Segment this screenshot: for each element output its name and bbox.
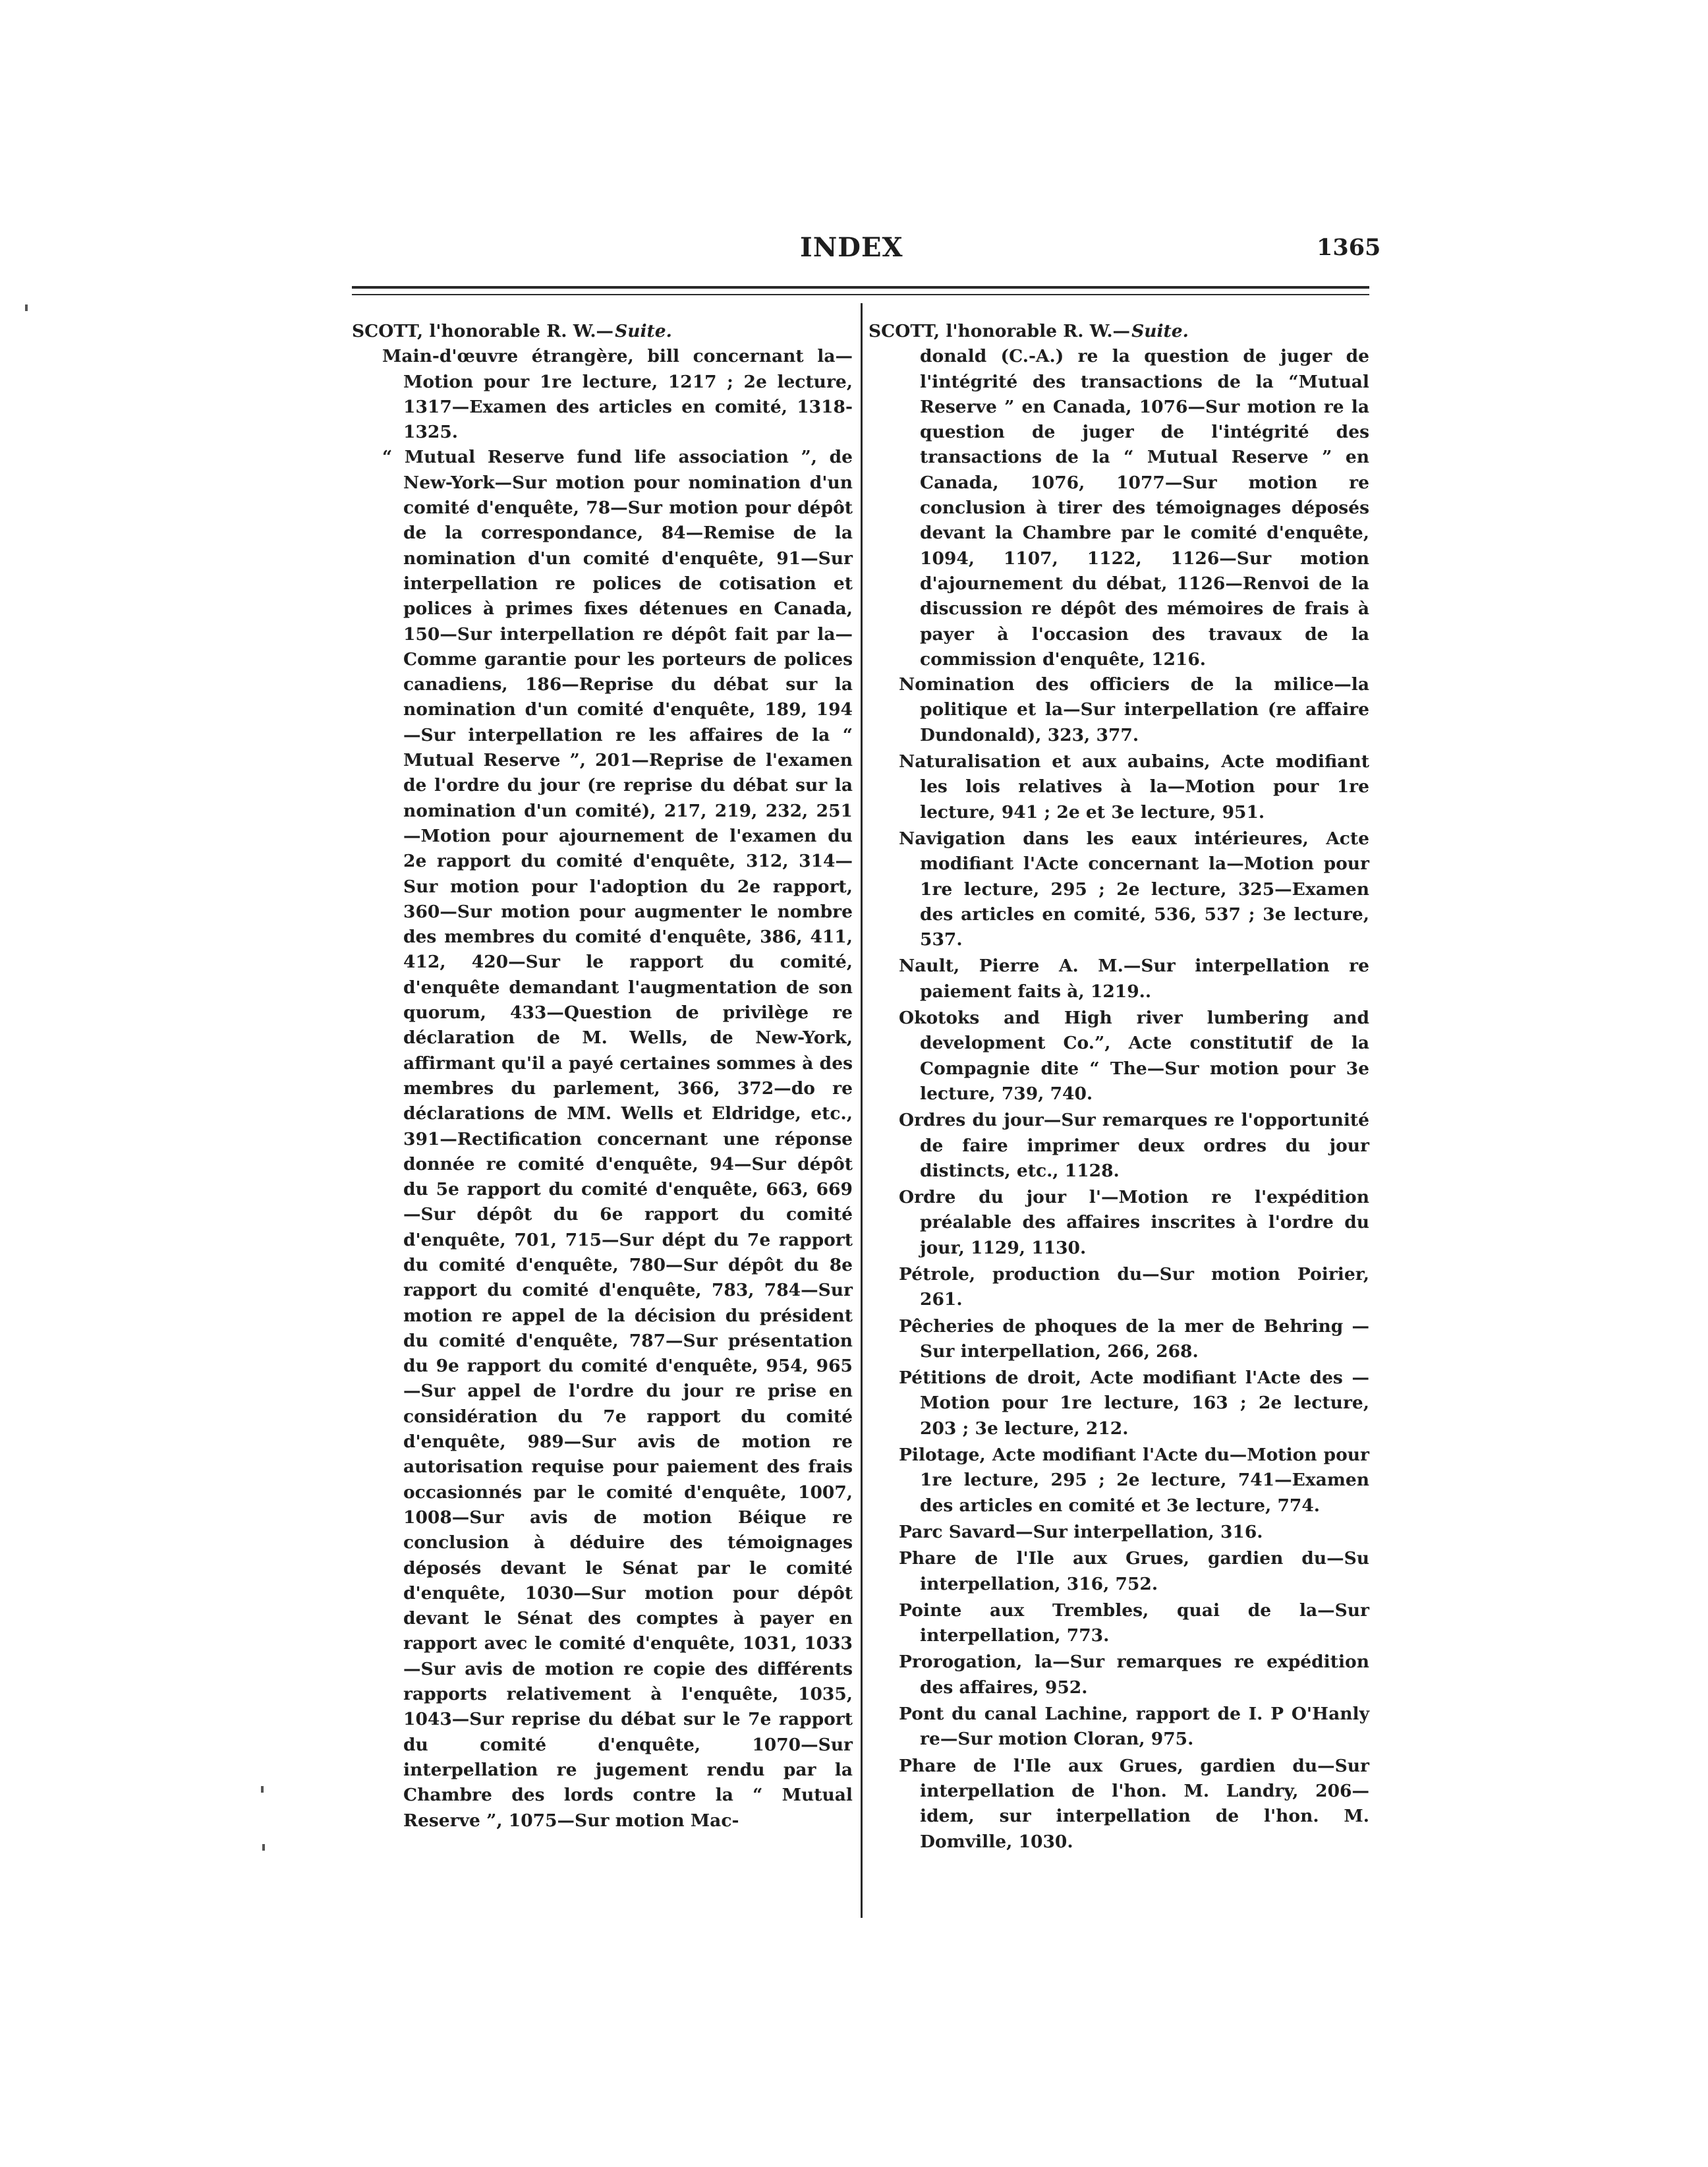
index-entry: Pointe aux Trembles, quai de la—Sur interpellation, 773. <box>899 1600 1369 1646</box>
index-entry: Okotoks and High river lumbering and development Co.”, Acte constitutif de la Compagnie dite “ The—Sur motion pour 3e lecture, 739, 740. <box>899 1008 1369 1104</box>
scan-speck <box>261 1786 264 1793</box>
index-entry: Navigation dans les eaux intérieures, Acte modifiant l'Acte concernant la—Motion pour 1re lecture, 295 ; 2e lecture, 325—Examen des articles en comité, 536, 537 ; 3e lecture, 537. <box>899 828 1369 950</box>
left-column <box>352 319 853 1834</box>
index-entry: Naturalisation et aux aubains, Acte modifiant les lois relatives à la—Motion pour 1re lecture, 941 ; 2e et 3e lecture, 951. <box>899 751 1369 823</box>
index-entry: Ordres du jour—Sur remarques re l'opportunité de faire imprimer deux ordres du jour distincts, etc., 1128. <box>899 1110 1369 1181</box>
index-entry: Parc Savard—Sur interpellation, 316. <box>899 1521 1263 1542</box>
index-entry: Pêcheries de phoques de la mer de Behring —Sur interpellation, 266, 268. <box>899 1315 1369 1362</box>
header-rule-thin <box>352 294 1369 295</box>
right-column <box>868 319 1369 1856</box>
heading-suite: Suite. <box>1131 321 1189 341</box>
index-entry: Pétitions de droit, Acte modifiant l'Acte des —Motion pour 1re lecture, 163 ; 2e lecture, 203 ; 3e lecture, 212. <box>899 1368 1369 1439</box>
scan-speck <box>262 1844 265 1851</box>
index-entry: Nomination des officiers de la milice—la politique et la—Sur interpellation (re affaire Dundonald), 323, 377. <box>899 674 1369 745</box>
right-column-heading <box>868 319 1369 344</box>
index-entry: Pont du canal Lachine, rapport de I. P O'Hanly re—Sur motion Cloran, 975. <box>899 1704 1369 1750</box>
page-number: 1365 <box>1317 234 1381 261</box>
header-rule <box>352 286 1369 289</box>
index-entry-continuation: donald (C.-A.) re la question de juger de l'intégrité des transactions de la “Mutual Reserve ” en Canada, 1076—Sur motion re la question de juger de l'intégrité des transactions de la “ Mutual Reserve ” en Canada, 1076, 1077—Sur motion re conclusion à tirer des témoignages déposés devant la Chambre par le comité d'enquête, 1094, 1107, 1122, 1126—Sur motion d'ajournement du débat, 1126—Renvoi de la discussion re dépôt des mémoires de frais à payer à l'occasion des travaux de la commission d'enquête, 1216. <box>920 346 1369 670</box>
left-column-heading <box>352 319 853 344</box>
index-entry: Phare de l'Ile aux Grues, gardien du—Sur interpellation de l'hon. M. Landry, 206—idem, sur interpellation de l'hon. M. Domville, 1030. <box>899 1755 1369 1852</box>
scan-speck <box>25 304 28 311</box>
column-divider <box>861 303 863 1918</box>
index-entry: Pilotage, Acte modifiant l'Acte du—Motion pour 1re lecture, 295 ; 2e lecture, 741—Examen des articles en comité et 3e lecture, 774. <box>899 1445 1369 1516</box>
heading-suite: Suite. <box>615 321 672 341</box>
index-entry: Pétrole, production du—Sur motion Poirier, 261. <box>899 1263 1369 1310</box>
heading-name: SCOTT, l'honorable R. W.— <box>352 321 614 341</box>
index-entry: Phare de l'Ile aux Grues, gardien du—Su interpellation, 316, 752. <box>899 1548 1369 1594</box>
index-entry: Prorogation, la—Sur remarques re expédition des affaires, 952. <box>899 1652 1369 1698</box>
index-entry: Main-d'œuvre étrangère, bill concernant la—Motion pour 1re lecture, 1217 ; 2e lecture, 1317—Examen des articles en comité, 1318-1325. <box>382 346 853 443</box>
heading-name: SCOTT, l'honorable R. W.— <box>868 321 1131 341</box>
index-entry: “ Mutual Reserve fund life association ”, de New-York—Sur motion pour nomination d'un comité d'enquête, 78—Sur motion pour dépôt de la correspondance, 84—Remise de la nomination d'un comité d'enquête, 91—Sur interpellation re polices de cotisation et polices à primes fixes détenues en Canada, 150—Sur interpellation re dépôt fait par la—Comme garantie pour les porteurs de polices canadiens, 186—Reprise du débat sur la nomination d'un comité d'enquête, 189, 194—Sur interpellation re les affaires de la “ Mutual Reserve ”, 201—Reprise de l'examen de l'ordre du jour (re reprise du débat sur la nomination d'un comité), 217, 219, 232, 251—Motion pour ajournement de l'examen du 2e rapport du comité d'enquête, 312, 314—Sur motion pour l'adoption du 2e rapport, 360—Sur motion pour augmenter le nombre des membres du comité d'enquête, 386, 411, 412, 420—Sur le rapport du comité, d'enquête demandant l'augmentation de son quorum, 433—Question de privilège re déclaration de M. Wells, de New-York, affirmant qu'il a payé certaines sommes à des membres du parlement, 366, 372—do re déclarations de MM. Wells et Eldridge, etc., 391—Rectification concernant une réponse donnée re comité d'enquête, 94—Sur dépôt du 5e rapport du comité d'enquête, 663, 669—Sur dépôt du 6e rapport du comité d'enquête, 701, 715—Sur dépt du 7e rapport du comité d'enquête, 780—Sur dépôt du 8e rapport du comité d'enquête, 783, 784—Sur motion re appel de la décision du président du comité d'enquête, 787—Sur présentation du 9e rapport du comité d'enquête, 954, 965—Sur appel de l'ordre du jour re prise en considération du 7e rapport du comité d'enquête, 989—Sur avis de motion re autorisation requise pour paiement des frais occasionnés par le comité d'enquête, 1007, 1008—Sur avis de motion Béique re conclusion à déduire des témoignages déposés devant le Sénat par le comité d'enquête, 1030—Sur motion pour dépôt devant le Sénat des comptes à payer en rapport avec le comité d'enquête, 1031, 1033—Sur avis de motion re copie des différents rapports relativement à l'enquête, 1035, 1043—Sur reprise du débat sur le 7e rapport du comité d'enquête, 1070—Sur interpellation re jugement rendu par la Chambre des lords contre la “ Mutual Reserve ”, 1075—Sur motion Mac- <box>382 447 853 1831</box>
index-entry: Nault, Pierre A. M.—Sur interpellation re paiement faits à, 1219.. <box>899 956 1369 1002</box>
page-title: INDEX <box>800 232 903 263</box>
index-entry: Ordre du jour l'—Motion re l'expédition préalable des affaires inscrites à l'ordre du jour, 1129, 1130. <box>899 1187 1369 1258</box>
